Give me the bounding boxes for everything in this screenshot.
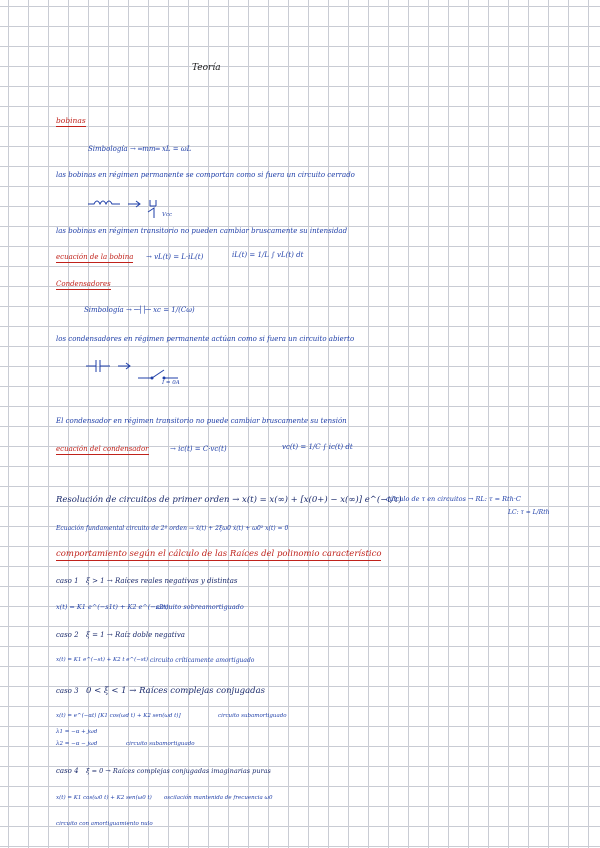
caso-3-note-2: circuito subamortiguado (126, 741, 195, 747)
caso-2-label: caso 2 (56, 631, 79, 639)
comportamiento-heading: comportamiento según el cálculo de las Raíces del polinomio característico (56, 549, 382, 559)
caso-4-last-line: circuito con amortiguamiento nulo (56, 821, 153, 827)
bobinas-regimen-permanente: las bobinas en régimen permanente se comportan como si fuera un circuito cerrado (56, 171, 355, 179)
caso-3-equation: x(t) = e^(−αt) [K1 cos(ωd t) + K2 sen(ωd t)] (56, 713, 181, 719)
condensadores-heading: Condensadores (56, 280, 111, 288)
caso-2-note: circuito críticamente amortiguado (150, 657, 255, 664)
bobinas-heading: bobinas (56, 116, 86, 125)
caso-1-equation: x(t) = K1 e^(−s1t) + K2 e^(−s2t) (56, 603, 169, 611)
inductor-vcc-label: Vcc (162, 212, 173, 218)
bobina-equation-label: ecuación de la bobina (56, 253, 134, 261)
caso-2-equation: x(t) = K1 e^(−st) + K2 t e^(−st) (56, 657, 149, 663)
condensador-equation-label: ecuación del condensador (56, 445, 149, 453)
condensadores-simbologia: Simbología → ─┤├─ xc = 1/(Cω) (84, 306, 195, 314)
bobinas-regimen-transitorio: las bobinas en régimen transitorio no pueden cambiar bruscamente su intensidad (56, 227, 348, 235)
caso-3-root-2: λ2 = −α − jωd (56, 741, 98, 747)
caso-4-label: caso 4 (56, 767, 79, 775)
page-title: Teoría (192, 63, 221, 73)
tau-calculation-lc: LC: τ = L/Rth (508, 509, 550, 516)
condensador-equation-2: vc(t) = 1/C ∫ ic(t) dt (282, 443, 353, 451)
caso-2-text: ξ = 1 → Raíz doble negativa (86, 631, 185, 639)
bobinas-simbologia: Simbología → ═mm═ xL = ωL (88, 145, 192, 153)
caso-3-text: 0 < ξ < 1 → Raíces complejas conjugadas (86, 686, 266, 696)
condensadores-regimen-permanente: los condensadores en régimen permanente actúan como si fuera un circuito abierto (56, 335, 355, 343)
capacitor-i0a-label: I = 0A (162, 380, 180, 386)
caso-3-label: caso 3 (56, 687, 79, 695)
caso-4-text: ξ = 0 → Raíces complejas conjugadas imaginarias puras (86, 767, 271, 775)
tau-calculation: cálculo de τ en circuitos → RL: τ = Rth·C (386, 495, 521, 503)
segundo-orden-equation: Ecuación fundamental circuito de 2º orden → ẍ(t) + 2ξω0 ẋ(t) + ω0² x(t) = 0 (56, 525, 289, 532)
primer-orden-equation: Resolución de circuitos de primer orden → x(t) = x(∞) + [x(0+) − x(∞)] e^(−t/τ) (56, 495, 402, 505)
bobina-equation-1: → vL(t) = L·iL(t) (146, 253, 204, 261)
bobina-equation-2: iL(t) = 1/L ∫ vL(t) dt (232, 251, 304, 259)
inductor-equivalence-diagram (86, 196, 196, 222)
caso-1-label: caso 1 (56, 577, 79, 585)
caso-3-note: circuito subamortiguado (218, 713, 287, 719)
caso-4-equation: x(t) = K1 cos(ω0 t) + K2 sen(ω0 t) (56, 795, 152, 801)
caso-1-text: ξ > 1 → Raíces reales negativas y distintas (86, 577, 238, 585)
caso-1-note: circuito sobreamortiguado (156, 603, 244, 611)
caso-3-root-1: λ1 = −α + jωd (56, 729, 98, 735)
condensador-equation-1: → ic(t) = C·vc(t) (170, 445, 227, 453)
caso-4-note: oscilación mantenida de frecuencia ω0 (164, 795, 273, 801)
condensadores-regimen-transitorio: El condensador en régimen transitorio no puede cambiar bruscamente su tensión (56, 417, 347, 425)
